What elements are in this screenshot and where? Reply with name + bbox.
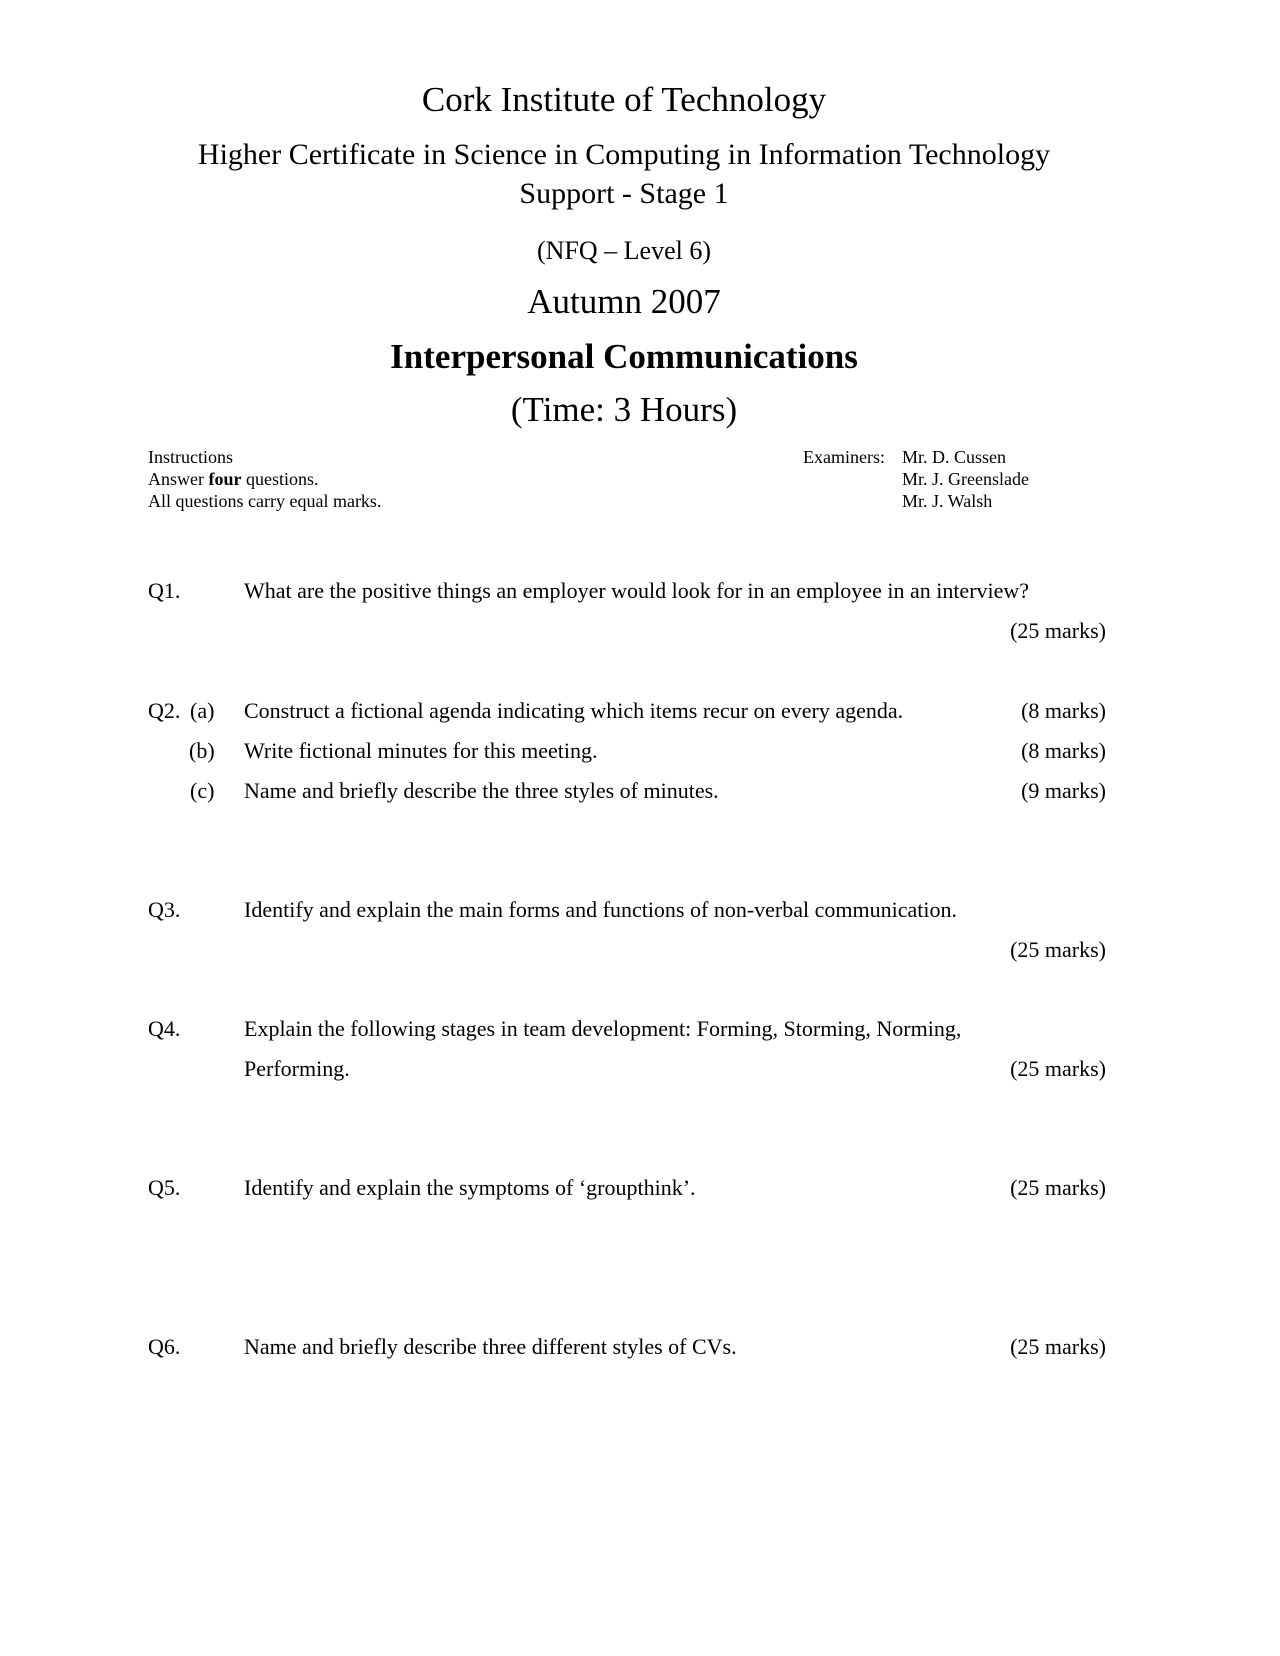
q6-number: Q6. [148, 1334, 181, 1359]
q4-text-line2: Performing. [244, 1056, 350, 1081]
q2a-label: (a) [190, 698, 215, 723]
q2c-text: Name and briefly describe the three styles of minutes. [244, 778, 719, 803]
q4-number: Q4. [148, 1016, 181, 1041]
q6-text: Name and briefly describe three different styles of CVs. [244, 1334, 737, 1359]
q2b-marks: (8 marks) [1021, 738, 1106, 763]
q3-number: Q3. [148, 897, 181, 922]
q4-text-line1: Explain the following stages in team development: Forming, Storming, Norming, [244, 1016, 962, 1041]
q2b-label: (b) [189, 738, 215, 763]
q5-marks: (25 marks) [1010, 1175, 1106, 1200]
q2-number: Q2. [148, 698, 181, 723]
instructions-line1-bold: four [208, 469, 242, 489]
subject-title: Interpersonal Communications [390, 337, 858, 376]
q4-marks: (25 marks) [1010, 1056, 1106, 1081]
programme-title-line1: Higher Certificate in Science in Computing in Information Technology [197, 138, 1051, 171]
q2a-text: Construct a fictional agenda indicating which items recur on every agenda. [244, 698, 904, 723]
q2c-label: (c) [190, 778, 215, 803]
examiner-name: Mr. J. Walsh [902, 491, 993, 511]
instructions-line1-pre: Answer [148, 469, 209, 489]
institution-title: Cork Institute of Technology [421, 80, 827, 119]
instructions-line2: All questions carry equal marks. [148, 491, 382, 511]
examiners-label: Examiners: [803, 447, 885, 467]
q5-text: Identify and explain the symptoms of ‘groupthink’. [244, 1175, 696, 1200]
q1-text: What are the positive things an employer would look for in an employee in an interview? [244, 578, 1030, 603]
q1-marks: (25 marks) [1010, 618, 1106, 643]
nfq-level: (NFQ – Level 6) [536, 236, 711, 265]
q1-number: Q1. [148, 578, 181, 603]
q2b-text: Write fictional minutes for this meeting. [244, 738, 598, 763]
q6-marks: (25 marks) [1010, 1334, 1106, 1359]
instructions-line1-post: questions. [241, 469, 319, 489]
q5-number: Q5. [148, 1175, 181, 1200]
q2a-marks: (8 marks) [1021, 698, 1106, 723]
exam-duration: (Time: 3 Hours) [510, 390, 738, 429]
examiner-name: Mr. J. Greenslade [902, 469, 1029, 489]
instructions-title: Instructions [148, 447, 233, 467]
exam-session: Autumn 2007 [527, 282, 721, 321]
examiner-name: Mr. D. Cussen [902, 447, 1007, 467]
programme-title-line2: Support - Stage 1 [519, 177, 729, 210]
q2c-marks: (9 marks) [1021, 778, 1106, 803]
instructions-line1 [148, 469, 319, 490]
q3-marks: (25 marks) [1010, 937, 1106, 962]
q3-text: Identify and explain the main forms and functions of non-verbal communication. [244, 897, 957, 922]
